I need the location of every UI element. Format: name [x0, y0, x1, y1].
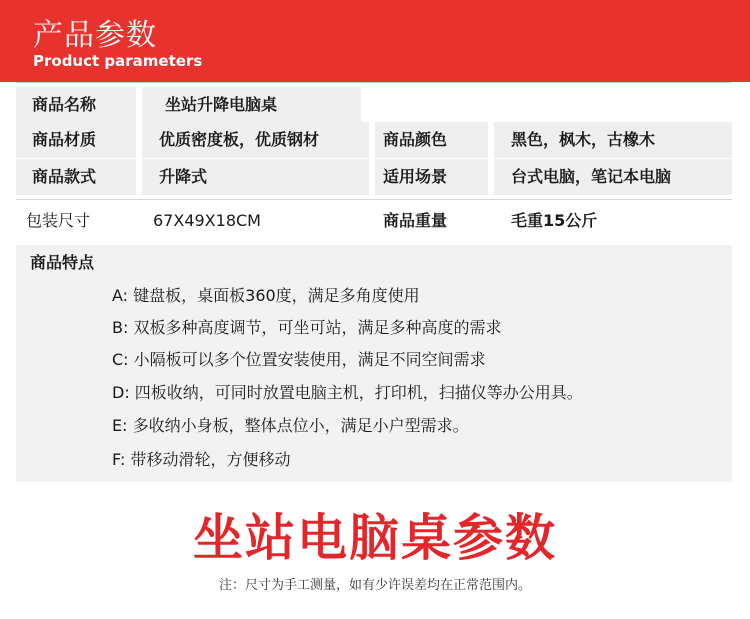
header-divider	[16, 82, 732, 83]
feature-item-d: D: 四板收纳，可同时放置电脑主机，打印机，扫描仪等办公用具。	[112, 383, 583, 402]
param-value-style: 升降式	[159, 167, 208, 186]
feature-item-a: A: 键盘板，桌面板360度，满足多角度使用	[112, 286, 420, 305]
param-value-material: 优质密度板，优质钢材	[159, 130, 320, 149]
param-value-scene: 台式电脑，笔记本电脑	[511, 167, 672, 186]
param-label-weight: 商品重量	[383, 211, 448, 230]
param-row-material	[16, 122, 732, 158]
feature-item-b: B: 双板多种高度调节，可坐可站，满足多种高度的需求	[112, 318, 502, 337]
cell-gap	[369, 159, 375, 195]
param-value-size: 67X49X18CM	[153, 211, 261, 230]
cell-gap	[488, 122, 494, 158]
param-label-size: 包装尺寸	[26, 211, 91, 230]
features-label: 商品特点	[30, 253, 95, 272]
cell-gap	[488, 159, 494, 195]
param-value-weight: 毛重15公斤	[511, 211, 598, 230]
param-label-color: 商品颜色	[383, 130, 448, 149]
cell-gap	[136, 87, 142, 123]
feature-item-e: E: 多收纳小身板，整体点位小，满足小户型需求。	[112, 416, 469, 435]
cell-gap	[369, 122, 375, 158]
page-subtitle: Product parameters	[33, 52, 203, 70]
cell-gap	[136, 159, 142, 195]
param-row-style	[16, 159, 732, 195]
param-value-color: 黑色，枫木，古橡木	[511, 130, 656, 149]
param-row-name	[16, 87, 732, 123]
param-label-style: 商品款式	[32, 167, 97, 186]
row-blank	[361, 87, 732, 123]
cell-gap	[136, 122, 142, 158]
footer-title: 坐站电脑桌参数	[193, 509, 557, 567]
footer-note: 注：尺寸为手工测量，如有少许误差均在正常范围内。	[218, 578, 531, 593]
param-label-name: 商品名称	[32, 95, 97, 114]
feature-item-f: F: 带移动滑轮，方便移动	[112, 450, 291, 469]
feature-item-c: C: 小隔板可以多个位置安装使用，满足不同空间需求	[112, 350, 486, 369]
param-row-size	[16, 203, 732, 239]
param-value-name: 坐站升降电脑桌	[165, 95, 278, 114]
row-divider	[16, 199, 732, 200]
param-label-material: 商品材质	[32, 130, 97, 149]
header-banner	[0, 0, 750, 82]
page-title: 产品参数	[33, 18, 157, 53]
param-label-scene: 适用场景	[383, 167, 448, 186]
